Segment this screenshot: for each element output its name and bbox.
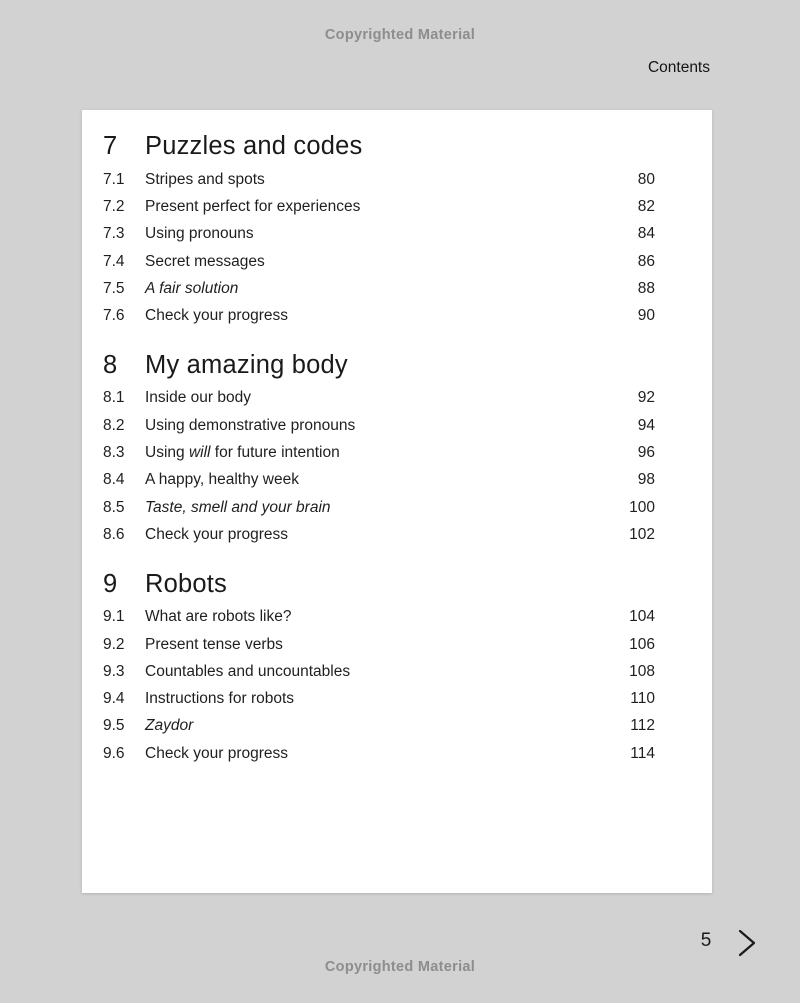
preview-page-number: 5 <box>700 930 712 951</box>
toc-entry-row <box>103 631 655 658</box>
toc-entry-page: 92 <box>637 389 655 407</box>
toc-entry-title <box>145 171 638 189</box>
toc-section-title: Robots <box>145 569 227 598</box>
toc-section-number: 7 <box>103 132 118 160</box>
toc-entry-row <box>103 494 655 521</box>
toc-entry-title <box>145 745 630 763</box>
toc-entry-number: 9.1 <box>103 608 125 626</box>
toc-entry-title <box>145 636 629 654</box>
toc-entry-page: 84 <box>637 225 655 243</box>
toc-title-text: Using pronouns <box>145 225 254 243</box>
toc-entry-title <box>145 526 629 544</box>
toc-entry-title <box>145 690 630 708</box>
toc-entry-row <box>103 685 655 712</box>
toc-entry-title <box>145 663 629 681</box>
copyright-notice-bottom: Copyrighted Material <box>324 959 476 975</box>
toc-entry-row <box>103 467 655 494</box>
toc-entry-title <box>145 225 638 243</box>
toc-title-text: Inside our body <box>145 389 251 407</box>
toc-title-text: Secret messages <box>145 252 265 270</box>
toc-entry-row <box>103 385 655 412</box>
toc-entry-title <box>145 417 638 435</box>
toc-entry-row <box>103 221 655 248</box>
toc-entry-row <box>103 412 655 439</box>
toc-entry-number: 9.2 <box>103 635 125 653</box>
toc-title-text: Check your progress <box>145 307 289 325</box>
toc-entry-number: 7.3 <box>103 225 125 243</box>
toc-entry-number: 8.6 <box>103 525 125 543</box>
toc-entry-row <box>103 302 655 329</box>
toc-entry-page: 108 <box>629 662 655 680</box>
toc-entry-number: 8.5 <box>103 498 125 516</box>
toc-entry-title <box>145 471 638 489</box>
toc-entry-row <box>103 166 655 193</box>
toc-section-title: Puzzles and codes <box>145 132 363 160</box>
toc-title-text: Zaydor <box>145 717 194 735</box>
toc-entry-page: 96 <box>637 444 655 462</box>
toc-section <box>103 569 655 768</box>
toc-entry-title <box>145 253 638 271</box>
toc-entry-number: 9.3 <box>103 662 125 680</box>
toc-title-text: A fair solution <box>145 279 239 297</box>
toc-entry-row <box>103 521 655 548</box>
toc-entry-number: 8.2 <box>103 416 125 434</box>
toc-title-text: will <box>188 444 211 462</box>
toc-title-text: Stripes and spots <box>145 170 265 188</box>
toc-title-text: Taste, smell and your brain <box>145 498 331 516</box>
toc-entry-row <box>103 740 655 767</box>
toc-entry-list <box>103 166 655 330</box>
toc-entry-number: 7.2 <box>103 197 125 215</box>
toc-entry-row <box>103 193 655 220</box>
toc-title-text: for future intention <box>210 444 340 462</box>
toc-entry-page: 98 <box>637 471 655 489</box>
toc-title-text: A happy, healthy week <box>145 471 299 489</box>
toc-entry-number: 7.5 <box>103 279 125 297</box>
toc-entry-row <box>103 248 655 275</box>
toc-title-text: Present tense verbs <box>145 635 283 653</box>
toc-title-text: Using demonstrative pronouns <box>145 416 356 434</box>
toc-entry-title <box>145 499 629 517</box>
toc-title-text: Check your progress <box>145 525 289 543</box>
toc-title-text: Instructions for robots <box>145 690 295 708</box>
toc-entry-page: 80 <box>637 170 655 188</box>
toc-entry-page: 100 <box>629 498 655 516</box>
toc-entry-list <box>103 385 655 549</box>
toc-title-text: What are robots like? <box>145 608 292 626</box>
toc-entry-row <box>103 713 655 740</box>
toc-section <box>103 131 655 330</box>
toc-section-header <box>103 569 655 600</box>
toc-title-text: Countables and uncountables <box>145 662 351 680</box>
toc-entry-list <box>103 604 655 768</box>
toc-entry-title <box>145 389 638 407</box>
toc-entry-page: 102 <box>629 525 655 543</box>
next-page-button[interactable] <box>732 926 762 960</box>
toc-title-text: Using <box>145 444 189 462</box>
toc-entry-title <box>145 307 638 325</box>
toc-section-number: 9 <box>103 569 118 598</box>
toc-entry-page: 110 <box>630 690 655 708</box>
toc-entry-title <box>145 717 630 735</box>
toc-section-header <box>103 350 655 381</box>
toc-entry-number: 8.4 <box>103 471 125 489</box>
contents-card <box>82 110 712 893</box>
toc-entry-page: 114 <box>630 744 655 762</box>
toc-entry-row <box>103 275 655 302</box>
toc-section-title: My amazing body <box>145 350 348 379</box>
chevron-right-icon <box>732 926 762 960</box>
copyright-notice-top: Copyrighted Material <box>324 27 476 43</box>
toc-entry-title <box>145 444 638 462</box>
toc-section <box>103 350 655 549</box>
toc-section-number: 8 <box>103 350 118 379</box>
toc-entry-number: 9.5 <box>103 717 125 735</box>
toc-entry-page: 86 <box>637 252 655 270</box>
toc-entry-row <box>103 439 655 466</box>
toc-entry-page: 104 <box>629 608 655 626</box>
toc-title-text: Present perfect for experiences <box>145 197 361 215</box>
toc-entry-number: 8.1 <box>103 389 125 407</box>
toc-entry-title <box>145 608 629 626</box>
toc-title-text: Check your progress <box>145 744 289 762</box>
toc-entry-title <box>145 198 638 216</box>
toc-entry-number: 9.6 <box>103 744 125 762</box>
toc-entry-page: 94 <box>637 416 655 434</box>
toc-section-header <box>103 131 655 162</box>
toc-entry-page: 88 <box>637 279 655 297</box>
toc-entry-row <box>103 658 655 685</box>
toc-entry-row <box>103 604 655 631</box>
toc-entry-page: 106 <box>629 635 655 653</box>
toc-entry-page: 82 <box>637 197 655 215</box>
toc-entry-number: 8.3 <box>103 444 125 462</box>
toc-entry-page: 112 <box>630 717 655 735</box>
toc-entry-page: 90 <box>637 307 655 325</box>
toc-entry-number: 7.1 <box>103 170 125 188</box>
toc-entry-number: 7.6 <box>103 307 125 325</box>
toc-entry-title <box>145 280 638 298</box>
toc-entry-number: 9.4 <box>103 690 125 708</box>
toc-entry-number: 7.4 <box>103 252 125 270</box>
running-head-contents: Contents <box>647 59 710 76</box>
